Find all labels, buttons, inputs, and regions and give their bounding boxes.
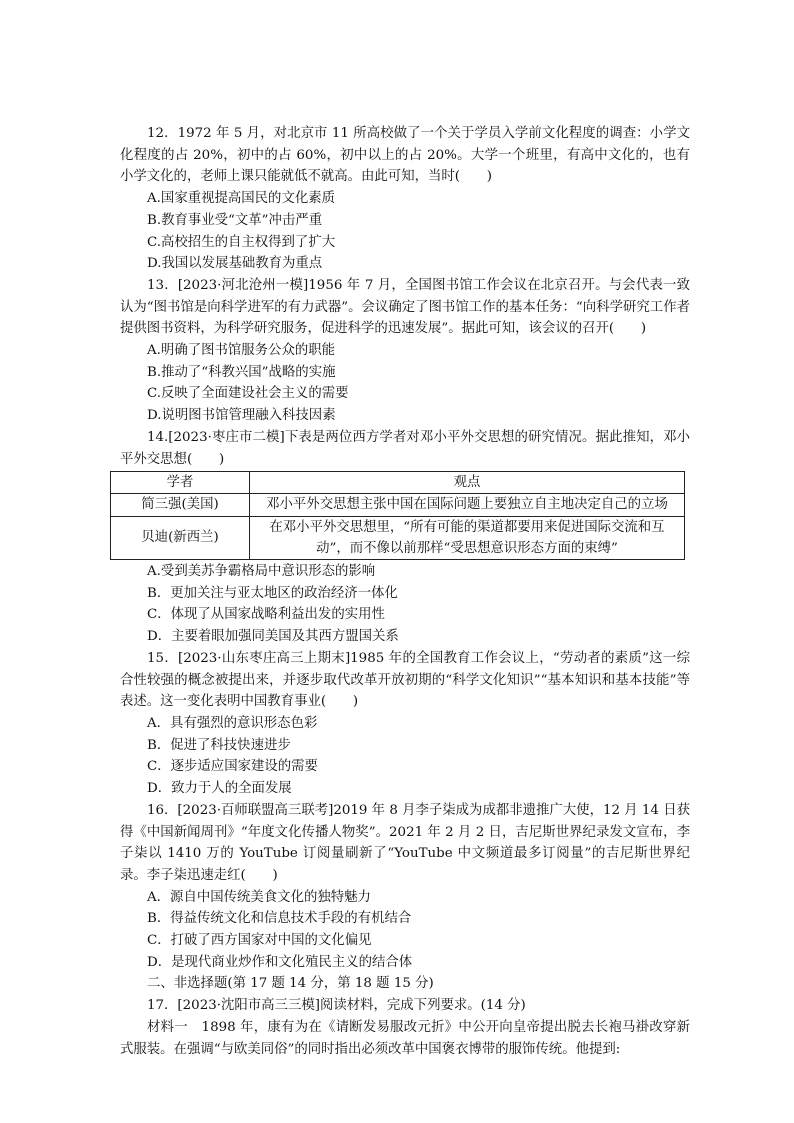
q16-option-d: D．是现代商业炒作和文化殖民主义的结合体 (147, 954, 413, 970)
q12-option-a: A.国家重视提高国民的文化素质 (147, 191, 336, 207)
q13-stem: 13．[2023·河北沧州一模]1956 年 7 月，全国图书馆工作会议在北京召开。与会代表一致认为“图书馆是向科学进军的有力武器”。会议确定了图书馆工作的基本任务：“向科学研究工作者提供图书资料，为科学研究服务，促进科学的迅速发展”。据此可知，该会议的召开( ) (120, 277, 690, 337)
q13-option-b: B.推动了“科教兴国”战略的实施 (147, 364, 336, 380)
q15-option-c: C．逐步适应国家建设的需要 (147, 759, 318, 775)
q17-material-1: 材料一 1898 年，康有为在《请断发易服改元折》中公开向皇帝提出脱去长袍马褂改穿新式服装。在强调“与欧美同俗”的同时指出必须改革中国褒衣博带的服饰传统。他提到: (120, 1019, 690, 1057)
scholar-views-table (110, 471, 685, 560)
table-header-row (111, 472, 685, 494)
q14-option-c: C．体现了从国家战略利益出发的实用性 (147, 607, 385, 623)
table-cell-view: 邓小平外交思想主张中国在国际问题上要独立自主地决定自己的立场 (250, 494, 685, 516)
q15-option-d: D．致力于人的全面发展 (147, 781, 292, 797)
q15-option-a: A．具有强烈的意识形态色彩 (147, 715, 318, 731)
q13-option-a: A.明确了图书馆服务公众的职能 (147, 343, 336, 359)
q13-option-d: D.说明图书馆管理融入科技因素 (147, 408, 336, 424)
table-cell-scholar: 贝迪(新西兰) (111, 516, 250, 559)
table-header-view: 观点 (250, 472, 685, 494)
q14-stem: 14.[2023·枣庄市二模]下表是两位西方学者对邓小平外交思想的研究情况。据此推知，邓小平外交思想( ) (120, 429, 690, 467)
table-cell-scholar: 简三强(美国) (111, 494, 250, 516)
q12-stem: 12．1972 年 5 月，对北京市 11 所高校做了一个关于学员入学前文化程度的调查：小学文化程度的占 20%，初中的占 60%，初中以上的占 20%。大学一个班里，有高中文化的，也有小学文化的，老师上课只能就低不就高。由此可知，当时( ) (120, 126, 690, 185)
table-row (111, 494, 685, 516)
q17-stem: 17．[2023·沈阳市高三三模]阅读材料，完成下列要求。(14 分) (147, 998, 526, 1014)
table-cell-view: 在邓小平外交思想里，“所有可能的渠道都要用来促进国际交流和互动”，而不像以前那样“受思想意识形态方面的束缚” (250, 516, 685, 559)
q12-option-d: D.我国以发展基础教育为重点 (147, 256, 323, 272)
table-row (111, 516, 685, 559)
q15-stem: 15．[2023·山东枣庄高三上期末]1985 年的全国教育工作会议上，“劳动者的素质”这一综合性较强的概念被提出来，并逐步取代改革开放初期的“科学文化知识”“基本知识和基本技能”等表述。这一变化表明中国教育事业( ) (120, 650, 690, 710)
table-header-scholar: 学者 (111, 472, 250, 494)
q12-option-c: C.高校招生的自主权得到了扩大 (147, 234, 336, 250)
page-content (120, 123, 690, 1060)
q16-stem: 16．[2023·百师联盟高三联考]2019 年 8 月李子柒成为成都非遗推广大使，12 月 14 日获得《中国新闻周刊》“年度文化传播人物奖”。2021 年 2 月 2 日，吉尼斯世界纪录发文宣布，李子柒以 1410 万的 YouTube 订阅量刷新了“YouTube 中文频道最多订阅量”的吉尼斯世界纪录。李子柒迅速走红( ) (120, 802, 690, 883)
q16-option-a: A．源自中国传统美食文化的独特魅力 (147, 889, 371, 905)
q15-option-b: B．促进了科技快速进步 (147, 737, 291, 753)
q14-option-d: D．主要着眼加强同美国及其西方盟国关系 (147, 629, 399, 645)
q13-option-c: C.反映了全面建设社会主义的需要 (147, 386, 349, 402)
q12-option-b: B.教育事业受“文革”冲击严重 (147, 212, 323, 228)
q16-option-c: C．打破了西方国家对中国的文化偏见 (147, 933, 372, 949)
q16-option-b: B．得益传统文化和信息技术手段的有机结合 (147, 911, 412, 927)
q14-option-a: A.受到美苏争霸格局中意识形态的影响 (147, 564, 376, 580)
q14-option-b: B．更加关注与亚太地区的政治经济一体化 (147, 585, 398, 601)
section-heading: 二、非选择题(第 17 题 14 分，第 18 题 15 分) (147, 976, 434, 992)
